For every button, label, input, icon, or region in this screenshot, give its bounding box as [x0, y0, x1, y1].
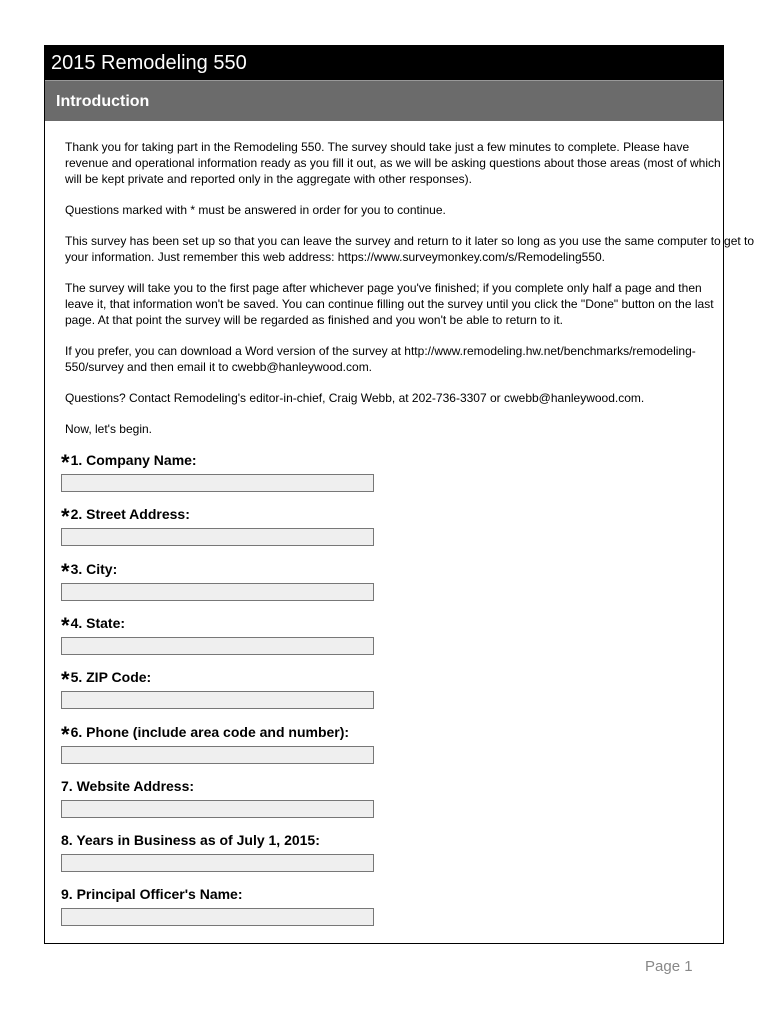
question-label — [61, 830, 374, 850]
required-asterisk-icon: * — [61, 721, 70, 747]
question-label — [61, 667, 374, 693]
answer-input[interactable] — [61, 637, 374, 655]
intro-text — [65, 139, 758, 452]
question-5 — [61, 667, 374, 709]
question-text: 7. Website Address: — [61, 777, 195, 794]
intro-paragraph: Now, let's begin. — [65, 422, 153, 436]
question-label — [61, 884, 374, 904]
question-label — [61, 504, 374, 530]
question-2 — [61, 504, 374, 546]
question-label — [61, 450, 374, 475]
intro-paragraph: Thank you for taking part in the Remodeling 550. The survey should take just a few minutes to complete. Please have revenue and operational information ready as you fill it out, as we will be asking questions about those areas (most of which will be kept private and reported only in the aggregate with other responses). — [65, 140, 725, 186]
intro-paragraph: Questions marked with * must be answered in order for you to continue. — [65, 203, 446, 217]
survey-title: 2015 Remodeling 550 — [45, 46, 723, 80]
intro-paragraph: Questions? Contact Remodeling's editor-in-chief, Craig Webb, at 202-736-3307 or cwebb@hanleywood.com. — [65, 391, 645, 405]
answer-input[interactable] — [61, 908, 374, 926]
question-label — [61, 776, 374, 796]
survey-page — [44, 45, 758, 944]
question-9 — [61, 884, 374, 926]
question-text: 4. State: — [70, 614, 126, 631]
question-text: 8. Years in Business as of July 1, 2015: — [61, 832, 320, 849]
required-asterisk-icon: * — [61, 558, 70, 584]
question-text: 3. City: — [70, 560, 118, 577]
section-heading: Introduction — [45, 80, 723, 121]
intro-paragraph: This survey has been set up so that you can leave the survey and return to it later so long as you use the same computer to get to your information. Just remember this web address: https://www.surveymonkey.com/s/Remodeling550. — [65, 234, 758, 264]
intro-paragraph: If you prefer, you can download a Word version of the survey at http://www.remodeling.hw.net/benchmarks/remodeling-550/survey and then email it to cwebb@hanleywood.com. — [65, 344, 696, 374]
question-label — [61, 721, 374, 747]
required-asterisk-icon: * — [61, 612, 70, 638]
question-text: 1. Company Name: — [70, 452, 197, 468]
answer-input[interactable] — [61, 583, 374, 601]
answer-input[interactable] — [61, 528, 374, 546]
question-4 — [61, 613, 374, 655]
required-asterisk-icon: * — [61, 504, 70, 530]
question-7 — [61, 776, 374, 818]
question-3 — [61, 559, 374, 601]
question-label — [61, 558, 374, 584]
question-text: 5. ZIP Code: — [70, 669, 152, 686]
page-number: Page 1 — [645, 958, 693, 975]
answer-input[interactable] — [61, 800, 374, 818]
answer-input[interactable] — [61, 474, 374, 492]
question-6 — [61, 722, 374, 764]
question-text: 2. Street Address: — [70, 506, 190, 523]
question-1 — [61, 450, 374, 492]
answer-input[interactable] — [61, 691, 374, 709]
required-asterisk-icon: * — [61, 450, 70, 475]
required-asterisk-icon: * — [61, 667, 70, 693]
intro-paragraph: The survey will take you to the first page after whichever page you've finished; if you complete only half a page and then leave it, that information won't be saved. You can continue filling out the survey until you click the "Done" button on the last page. At that point the survey will be regarded as finished and you won't be able to return to it. — [65, 281, 717, 327]
question-text: 9. Principal Officer's Name: — [61, 886, 243, 903]
question-label — [61, 612, 374, 638]
question-8 — [61, 830, 374, 872]
answer-input[interactable] — [61, 854, 374, 872]
question-text: 6. Phone (include area code and number): — [70, 723, 350, 740]
answer-input[interactable] — [61, 746, 374, 764]
